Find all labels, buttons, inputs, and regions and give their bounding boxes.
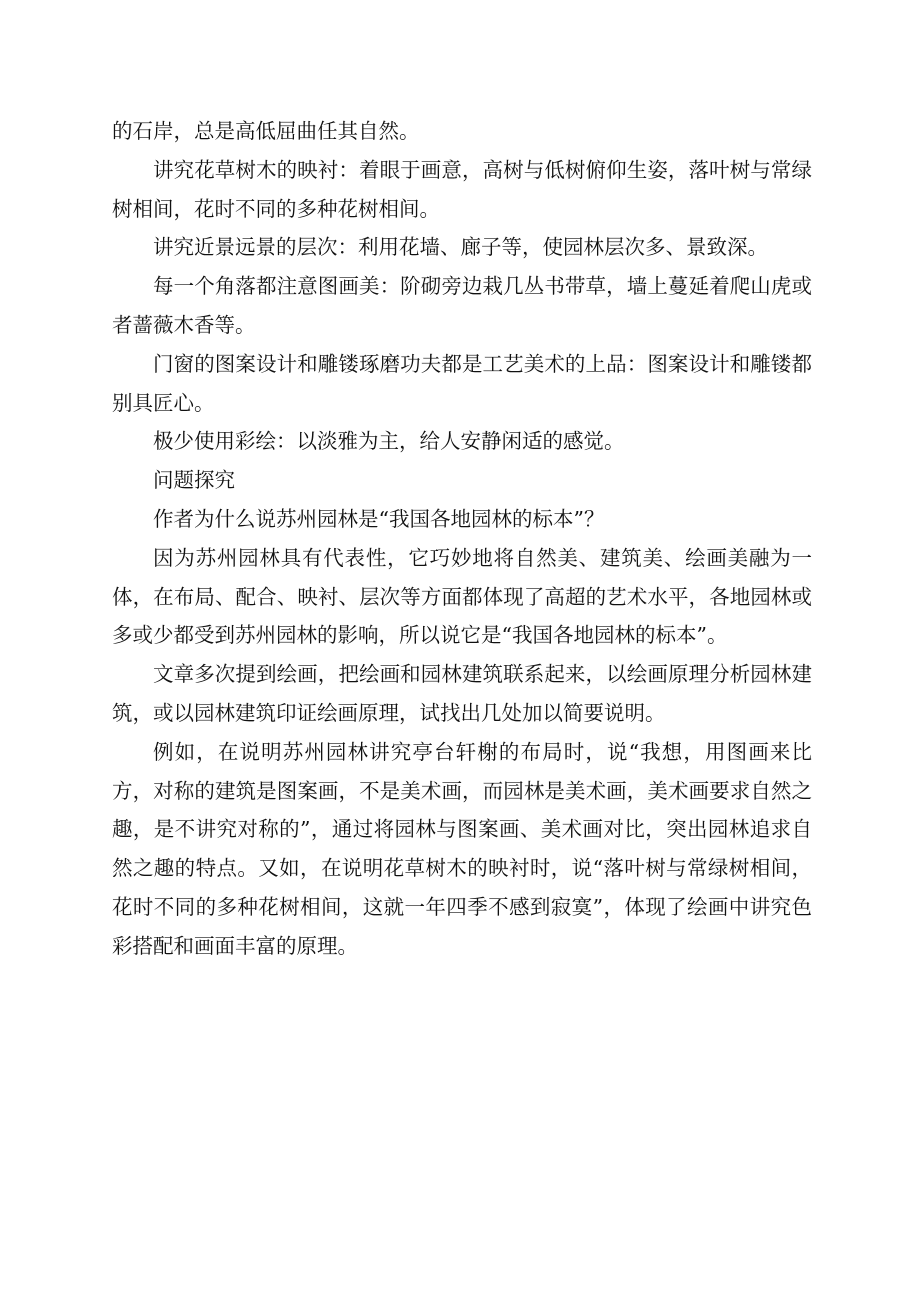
paragraph-5: 门窗的图案设计和雕镂琢磨功夫都是工艺美术的上品：图案设计和雕镂都别具匠心。: [112, 351, 812, 415]
question-1: 作者为什么说苏州园林是“我国各地园林的标本”？: [153, 506, 605, 531]
paragraph-6: 极少使用彩绘：以淡雅为主，给人安静闲适的感觉。: [153, 429, 625, 454]
paragraph-4: 每一个角落都注意图画美：阶砌旁边栽几丛书带草，墙上蔓延着爬山虎或者蔷薇木香等。: [112, 274, 812, 337]
paragraph-1: 的石岸，总是高低屈曲任其自然。: [112, 119, 420, 143]
section-heading: 问题探究: [153, 468, 235, 493]
paragraph-3: 讲究近景远景的层次：利用花墙、廊子等，使园林层次多、景致深。: [153, 235, 768, 260]
answer-2: 例如，在说明苏州园林讲究亭台轩榭的布局时，说“我想，用图画来比方，对称的建筑是图案画，不是美术画，而园林是美术画，美术画要求自然之趣，是不讲究对称的”，通过将园林与图案画、美术画对比，突出园林追求自然之趣的特点。又如，在说明花草树木的映衬时，说“落叶树与常绿树相间，花时不同的多种花树相间，这就一年四季不感到寂寞”，体现了绘画中讲究色彩搭配和画面丰富的原理。: [112, 739, 812, 958]
answer-1: 因为苏州园林具有代表性，它巧妙地将自然美、建筑美、绘画美融为一体，在布局、配合、映衬、层次等方面都体现了高超的艺术水平，各地园林或多或少都受到苏州园林的影响，所以说它是“我国各地园林的标本”。: [112, 545, 812, 648]
question-2: 文章多次提到绘画，把绘画和园林建筑联系起来，以绘画原理分析园林建筑，或以园林建筑印证绘画原理，试找出几处加以简要说明。: [112, 662, 812, 725]
document-body: [112, 112, 812, 966]
paragraph-2: 讲究花草树木的映衬：着眼于画意，高树与低树俯仰生姿，落叶树与常绿树相间，花时不同的多种花树相间。: [112, 157, 812, 221]
